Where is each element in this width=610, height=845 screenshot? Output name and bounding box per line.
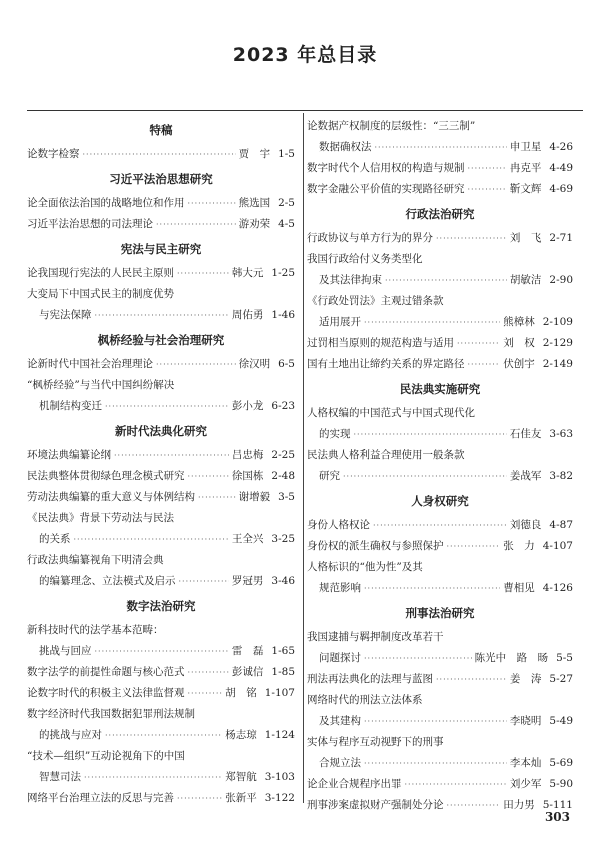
dot-leader (354, 424, 507, 445)
entry-page: 2-71 (549, 232, 573, 244)
entry-title-line: 网络时代的刑法立法体系 (307, 694, 423, 706)
toc-entry[interactable] (27, 571, 295, 592)
page-number: 303 (544, 810, 570, 824)
toc-section (27, 118, 295, 165)
entry-title: 数据确权法 (319, 141, 372, 153)
page-title: 2023 年总目录 (232, 44, 378, 66)
entry-title: 研究 (319, 470, 340, 482)
entry-page: 1-65 (271, 645, 295, 657)
entry-page: 3-63 (549, 428, 573, 440)
entry-title-line: 实体与程序互动视野下的刑事 (307, 736, 444, 748)
entry-author: 雷 磊 (231, 645, 264, 657)
entry-page: 5-27 (549, 673, 573, 685)
entry-page: 6-5 (278, 358, 295, 370)
entry-page: 1-124 (264, 729, 295, 741)
dot-leader (364, 578, 500, 599)
entry-title: 问题探讨 (319, 652, 361, 664)
toc-entry[interactable] (307, 158, 573, 179)
entry-page: 1-46 (271, 309, 295, 321)
toc-entry[interactable] (27, 487, 295, 508)
toc-entry[interactable] (27, 144, 295, 165)
entry-title: 国有土地出让缔约关系的界定路径 (307, 358, 465, 370)
dot-leader (156, 214, 236, 235)
entry-page: 5-5 (556, 652, 573, 664)
entry-title: 数字金融公平价值的实现路径研究 (307, 183, 465, 195)
entry-author: 游劝荣 (238, 218, 271, 230)
entry-title: 环境法典编纂论纲 (27, 449, 111, 461)
dot-leader (457, 333, 500, 354)
dot-leader (436, 669, 507, 690)
entry-page: 2-48 (271, 470, 295, 482)
toc-entry[interactable] (307, 354, 573, 375)
entry-author: 彭小龙 (231, 400, 264, 412)
entry-title-line: 新科技时代的法学基本范畴： (27, 624, 164, 636)
entry-title: 数字时代个人信用权的构造与规制 (307, 162, 465, 174)
entry-page: 5-49 (549, 715, 573, 727)
entry-author: 刘 权 (503, 337, 535, 349)
entry-title: 规范影响 (319, 582, 361, 594)
right-column (307, 116, 573, 816)
entry-title: 数字法学的前提性命题与核心范式 (27, 666, 185, 678)
top-rule (27, 110, 583, 111)
section-heading: 行政法治研究 (405, 207, 475, 221)
entry-page: 4-107 (542, 540, 573, 552)
toc-entry[interactable] (307, 270, 573, 291)
dot-leader (177, 263, 229, 284)
entry-title: 论企业合规程序出罪 (307, 778, 402, 790)
toc-section (307, 601, 573, 816)
dot-leader (364, 312, 500, 333)
entry-title: 适用展开 (319, 316, 361, 328)
entry-page: 5-90 (549, 778, 573, 790)
dot-leader (373, 515, 507, 536)
entry-author: 刘德良 (509, 519, 542, 531)
dot-leader (188, 466, 229, 487)
entry-page: 4-26 (549, 141, 573, 153)
dot-leader (468, 158, 507, 179)
toc-entry[interactable] (307, 795, 573, 816)
entry-author: 王全兴 (231, 533, 264, 545)
dot-leader (385, 270, 507, 291)
entry-page: 4-87 (549, 519, 573, 531)
entry-author: 熊樟林 (503, 316, 535, 328)
entry-author: 郑智航 (225, 771, 257, 783)
entry-title: 及其建构 (319, 715, 361, 727)
entry-page: 2-109 (542, 316, 573, 328)
toc-entry[interactable] (307, 753, 573, 774)
dot-leader (179, 571, 229, 592)
entry-author: 罗冠男 (231, 575, 264, 587)
entry-author: 徐国栋 (231, 470, 264, 482)
entry-author: 张新平 (225, 792, 257, 804)
dot-leader (364, 753, 507, 774)
entry-title: 过罚相当原则的规范构造与适用 (307, 337, 454, 349)
entry-title: 刑事涉案虚拟财产强制处分论 (307, 799, 444, 811)
entry-title: 劳动法典编纂的重大意义与体例结构 (27, 491, 195, 503)
entry-page: 4-69 (549, 183, 573, 195)
dot-leader (95, 305, 229, 326)
entry-title-line: 《民法典》背景下劳动法与民法 (27, 512, 174, 524)
toc-entry[interactable] (307, 312, 573, 333)
entry-title: 的编纂理念、立法模式及启示 (39, 575, 176, 587)
dot-leader (156, 354, 236, 375)
entry-page: 4-126 (542, 582, 573, 594)
entry-title-line: 民法典人格利益合理使用一般条款 (307, 449, 465, 461)
entry-author: 杨志琼 (225, 729, 257, 741)
entry-title-line: 论数据产权制度的层级性：“三三制” (307, 120, 476, 132)
entry-author: 曹相见 (503, 582, 535, 594)
toc-entry[interactable] (27, 193, 295, 214)
entry-title-line: 行政法典编纂视角下明清会典 (27, 554, 164, 566)
entry-title: 与宪法保障 (39, 309, 92, 321)
dot-leader (177, 788, 222, 809)
entry-author: 田力男 (503, 799, 535, 811)
entry-title: 身份权的派生确权与参照保护 (307, 540, 444, 552)
entry-author: 李本灿 (509, 757, 542, 769)
entry-author: 姜 涛 (509, 673, 542, 685)
toc-entry[interactable] (307, 774, 573, 795)
toc-section (307, 116, 573, 200)
section-heading: 枫桥经验与社会治理研究 (97, 333, 225, 347)
entry-page: 5-111 (542, 799, 573, 811)
dot-leader (74, 529, 229, 550)
toc-entry[interactable] (27, 445, 295, 466)
dot-leader (468, 179, 507, 200)
entry-title-line: “技术—组织”互动论视角下的中国 (27, 750, 185, 762)
dot-leader (105, 725, 222, 746)
section-heading: 民法典实施研究 (399, 382, 481, 396)
section-heading: 刑事法治研究 (405, 606, 475, 620)
entry-page: 1-5 (278, 148, 295, 160)
entry-author: 熊选国 (238, 197, 271, 209)
entry-title-line: 大变局下中国式民主的制度优势 (27, 288, 174, 300)
entry-title: 及其法律拘束 (319, 274, 382, 286)
dot-leader (447, 795, 501, 816)
entry-page: 3-46 (271, 575, 295, 587)
entry-page: 1-107 (264, 687, 295, 699)
toc-entry[interactable] (307, 669, 573, 690)
entry-author: 石佳友 (509, 428, 542, 440)
left-column (27, 116, 295, 809)
entry-author: 胡 铭 (225, 687, 257, 699)
entry-title: 的实现 (319, 428, 351, 440)
entry-author: 谢增毅 (238, 491, 271, 503)
dot-leader (468, 354, 501, 375)
entry-title-line: “枫桥经验”与当代中国纠纷解决 (27, 379, 175, 391)
dot-leader (114, 445, 229, 466)
toc-entry[interactable] (27, 683, 295, 704)
entry-title: 合规立法 (319, 757, 361, 769)
entry-title: 智慧司法 (39, 771, 81, 783)
dot-leader (364, 711, 507, 732)
toc-entry[interactable] (27, 529, 295, 550)
entry-title: 论我国现行宪法的人民民主原则 (27, 267, 174, 279)
dot-leader (105, 396, 229, 417)
entry-title-line: 我国行政给付义务类型化 (307, 253, 423, 265)
toc-entry[interactable] (307, 711, 573, 732)
entry-author: 韩大元 (231, 267, 264, 279)
entry-author: 李晓明 (509, 715, 542, 727)
section-heading: 习近平法治思想研究 (109, 172, 213, 186)
toc-entry[interactable] (27, 354, 295, 375)
dot-leader (447, 536, 501, 557)
entry-page: 4-49 (549, 162, 573, 174)
toc-entry[interactable] (307, 228, 573, 249)
entry-author: 徐汉明 (238, 358, 271, 370)
entry-author: 胡敏洁 (509, 274, 542, 286)
dot-leader (436, 228, 507, 249)
entry-author: 周佑勇 (231, 309, 264, 321)
toc-entry[interactable] (27, 641, 295, 662)
entry-title: 论全面依法治国的战略地位和作用 (27, 197, 185, 209)
dot-leader (364, 648, 472, 669)
dot-leader (198, 487, 236, 508)
toc-entry[interactable] (27, 305, 295, 326)
entry-title: 论数字时代的积极主义法律监督观 (27, 687, 185, 699)
column-divider (303, 113, 304, 803)
entry-author: 吕忠梅 (231, 449, 264, 461)
entry-page: 1-25 (271, 267, 295, 279)
entry-title-line: 数字经济时代我国数据犯罪刑法规制 (27, 708, 195, 720)
entry-page: 5-69 (549, 757, 573, 769)
entry-page: 2-5 (278, 197, 295, 209)
toc-entry[interactable] (307, 424, 573, 445)
toc-section (27, 167, 295, 235)
toc-entry[interactable] (27, 214, 295, 235)
toc-section (27, 328, 295, 417)
entry-title: 行政协议与单方行为的界分 (307, 232, 433, 244)
entry-author: 申卫星 (509, 141, 542, 153)
toc-entry[interactable] (27, 662, 295, 683)
entry-title: 的关系 (39, 533, 71, 545)
entry-author: 张 力 (503, 540, 535, 552)
entry-page: 1-85 (271, 666, 295, 678)
toc-entry[interactable] (307, 137, 573, 158)
entry-title-line: 人格权编的中国范式与中国式现代化 (307, 407, 475, 419)
entry-author: 靳文辉 (509, 183, 542, 195)
entry-page: 4-5 (278, 218, 295, 230)
toc-entry[interactable] (307, 466, 573, 487)
toc-entry[interactable] (27, 767, 295, 788)
toc-entry[interactable] (27, 396, 295, 417)
toc-section (27, 237, 295, 326)
entry-title: 民法典整体贯彻绿色理念模式研究 (27, 470, 185, 482)
toc-entry[interactable] (307, 179, 573, 200)
section-heading: 特稿 (149, 123, 173, 137)
entry-author: 姜战军 (509, 470, 542, 482)
toc-entry[interactable] (27, 725, 295, 746)
toc-entry[interactable] (27, 263, 295, 284)
entry-author: 刘 飞 (509, 232, 542, 244)
toc-section (27, 594, 295, 809)
entry-title: 刑法再法典化的法理与蓝图 (307, 673, 433, 685)
dot-leader (83, 144, 236, 165)
toc-entry[interactable] (27, 466, 295, 487)
entry-title: 的挑战与应对 (39, 729, 102, 741)
section-heading: 人身权研究 (411, 494, 469, 508)
entry-page: 2-90 (549, 274, 573, 286)
entry-author: 伏创宇 (503, 358, 535, 370)
entry-page: 3-25 (271, 533, 295, 545)
entry-page: 2-149 (542, 358, 573, 370)
entry-title: 论新时代中国社会治理理论 (27, 358, 153, 370)
dot-leader (343, 466, 507, 487)
entry-title: 身份人格权论 (307, 519, 370, 531)
toc-entry[interactable] (307, 515, 573, 536)
entry-page: 3-103 (264, 771, 295, 783)
entry-author: 冉克平 (509, 162, 542, 174)
dot-leader (95, 641, 229, 662)
entry-page: 6-23 (271, 400, 295, 412)
section-heading: 新时代法典化研究 (115, 424, 207, 438)
entry-page: 2-25 (271, 449, 295, 461)
toc-entry[interactable] (307, 648, 573, 669)
entry-title: 挑战与回应 (39, 645, 92, 657)
entry-page: 3-5 (278, 491, 295, 503)
entry-title: 网络平台治理立法的反思与完善 (27, 792, 174, 804)
dot-leader (405, 774, 507, 795)
entry-title: 机制结构变迁 (39, 400, 102, 412)
entry-page: 3-122 (264, 792, 295, 804)
entry-author: 彭诚信 (231, 666, 264, 678)
toc-section (307, 377, 573, 487)
dot-leader (84, 767, 222, 788)
entry-title-line: 《行政处罚法》主观过错条款 (307, 295, 444, 307)
dot-leader (188, 683, 223, 704)
section-heading: 宪法与民主研究 (120, 242, 202, 256)
toc-section (307, 489, 573, 599)
entry-page: 3-82 (549, 470, 573, 482)
entry-title: 论数字检察 (27, 148, 80, 160)
section-heading: 数字法治研究 (126, 599, 196, 613)
entry-page: 2-129 (542, 337, 573, 349)
toc-entry[interactable] (307, 578, 573, 599)
entry-author: 陈光中 路 旸 (474, 652, 549, 664)
toc-entry[interactable] (307, 536, 573, 557)
entry-title-line: 我国逮捕与羁押制度改革若干 (307, 631, 444, 643)
toc-section (307, 202, 573, 375)
dot-leader (188, 662, 229, 683)
dot-leader (188, 193, 236, 214)
dot-leader (375, 137, 507, 158)
toc-entry[interactable] (307, 333, 573, 354)
entry-author: 刘少军 (509, 778, 542, 790)
toc-entry[interactable] (27, 788, 295, 809)
entry-author: 贾 宇 (238, 148, 271, 160)
entry-title-line: 人格标识的“他为性”及其 (307, 561, 423, 573)
entry-title: 习近平法治思想的司法理论 (27, 218, 153, 230)
toc-section (27, 419, 295, 592)
